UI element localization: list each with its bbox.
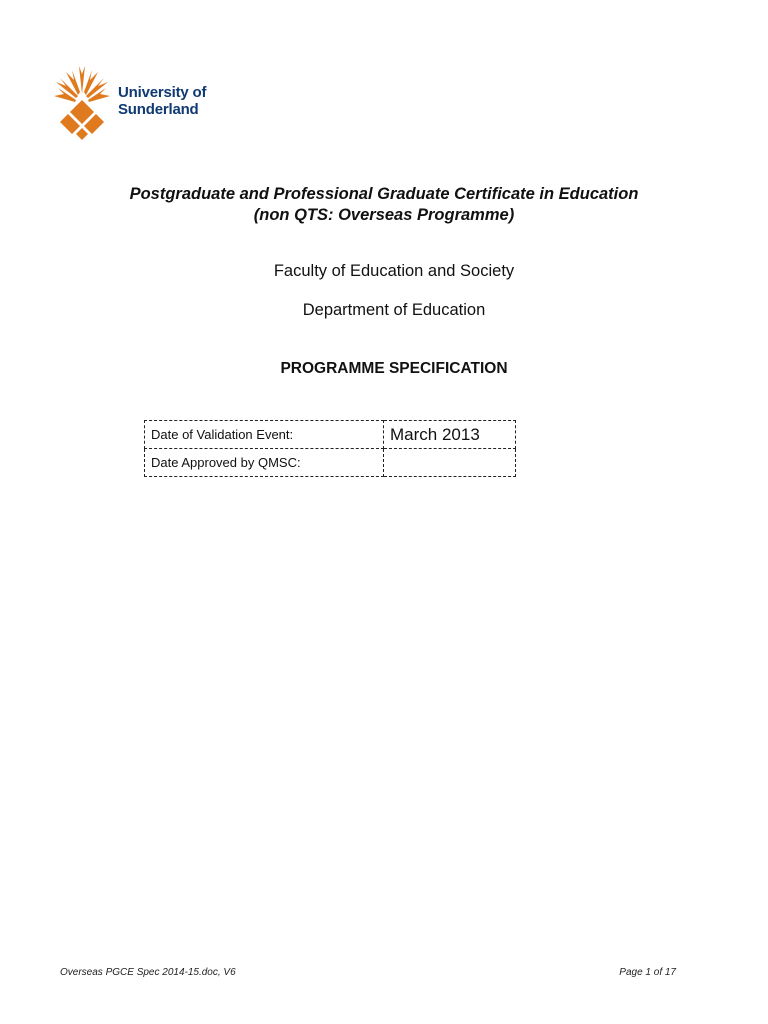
table-row	[145, 449, 516, 477]
logo-line-1: University of	[118, 84, 207, 101]
table-cell-value: March 2013	[384, 421, 516, 449]
table-row	[145, 421, 516, 449]
department-name: Department of Education	[302, 301, 486, 319]
document-title-line-2: (non QTS: Overseas Programme)	[253, 206, 515, 224]
table-cell-value	[384, 449, 516, 477]
footer-filename: Overseas PGCE Spec 2014-15.doc, V6	[60, 967, 236, 978]
document-title-line-1: Postgraduate and Professional Graduate Certificate in Education	[129, 185, 639, 203]
faculty-name: Faculty of Education and Society	[273, 262, 515, 280]
university-logo	[54, 64, 234, 144]
programme-specification-heading: PROGRAMME SPECIFICATION	[280, 360, 508, 377]
footer-page-number: Page 1 of 17	[619, 967, 676, 978]
logo-line-2: Sunderland	[118, 101, 199, 118]
validation-table	[144, 420, 516, 477]
logo-wordmark	[118, 84, 206, 118]
table-cell-label: Date Approved by QMSC:	[145, 449, 384, 477]
table-cell-label: Date of Validation Event:	[145, 421, 384, 449]
sunburst-logo-icon	[54, 64, 110, 140]
